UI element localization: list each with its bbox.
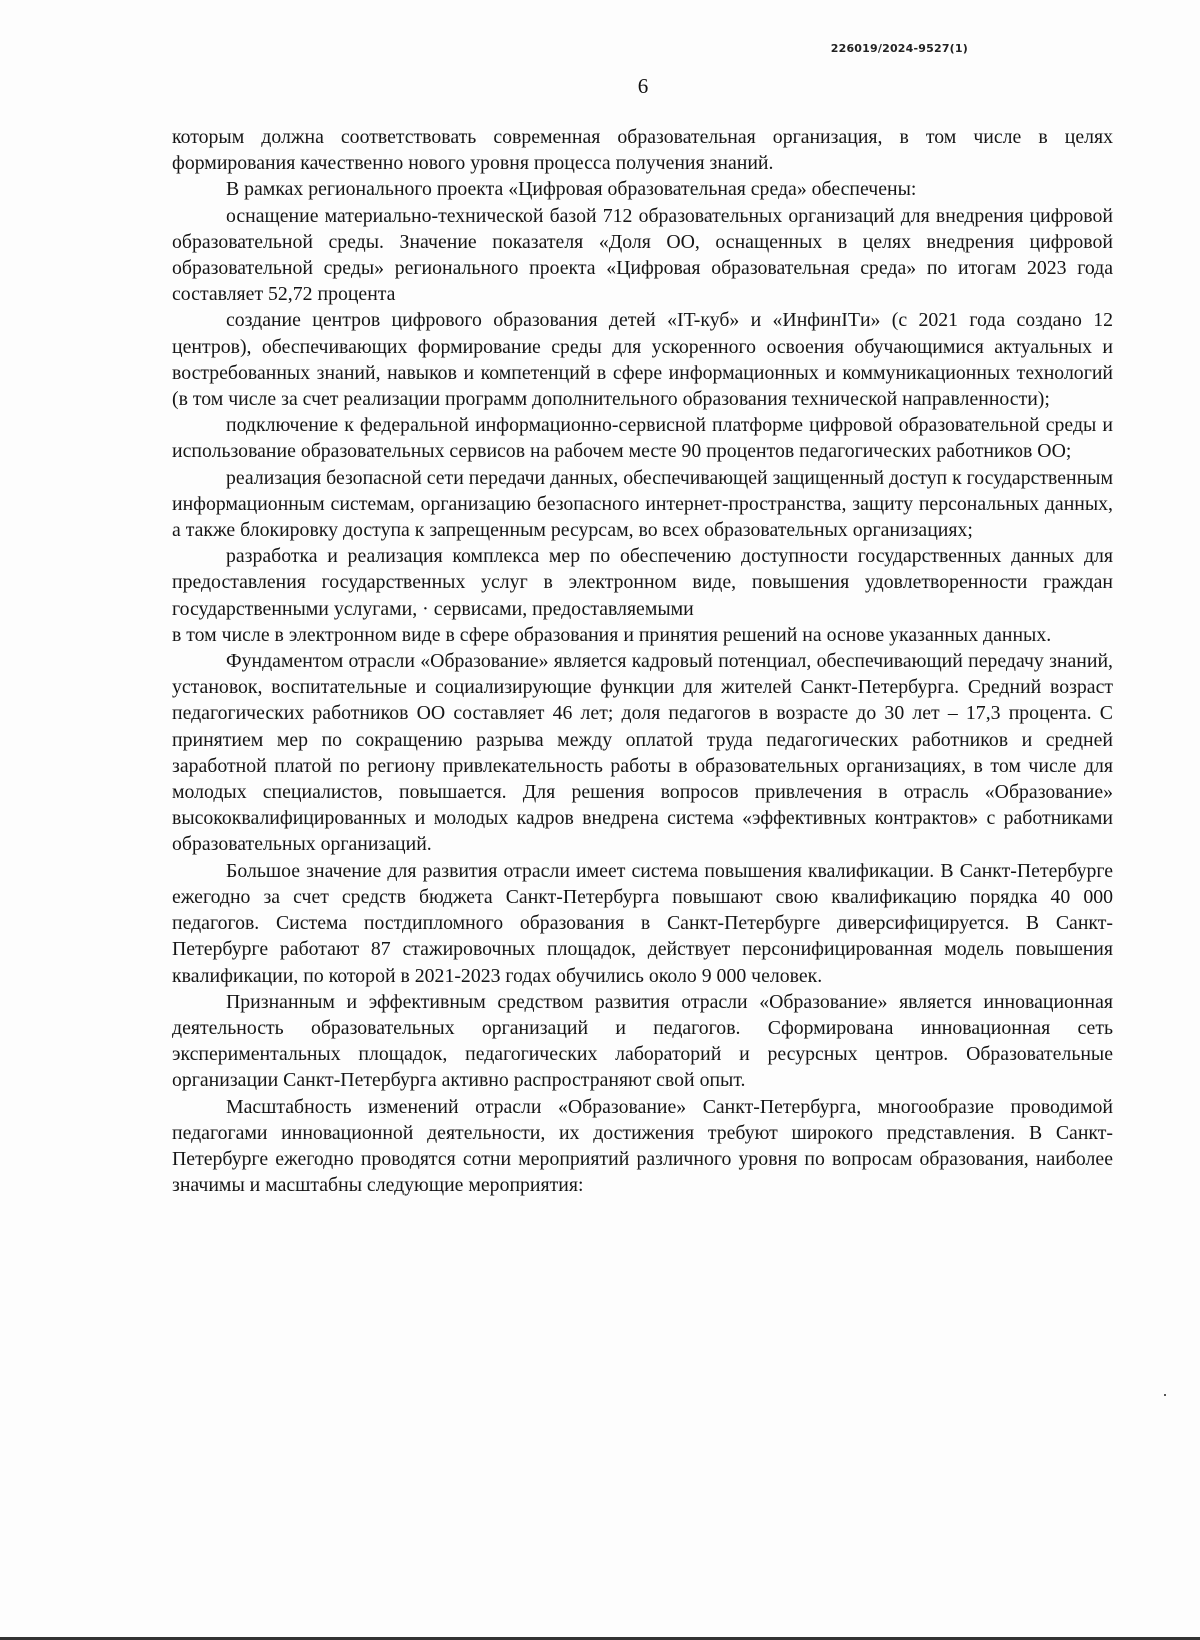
scan-speck — [1164, 1394, 1166, 1396]
document-body — [172, 124, 1113, 1198]
paragraph-platform-connection: подключение к федеральной информационно-сервисной платформе цифровой образовательной среды и использование образовательных сервисов на рабочем месте 90 процентов педагогических работников ОО; — [172, 414, 1113, 463]
paragraph-secure-network: реализация безопасной сети передачи данных, обеспечивающей защищенный доступ к государственным информационным системам, организацию безопасного интернет-пространства, защиту персональных данных, а также блокировку доступа к запрещенным ресурсам, во всех образовательных организациях; — [172, 466, 1113, 542]
paragraph-project-intro: В рамках регионального проекта «Цифровая образовательная среда» обеспечены: — [226, 178, 917, 201]
paragraph-continuation: которым должна соответствовать современная образовательная организация, в том числе в целях формирования качественно нового уровня процесса получения знаний. — [172, 126, 1113, 175]
paragraph-events: Масштабность изменений отрасли «Образование» Санкт-Петербурга, многообразие проводимой педагогами инновационной деятельности, их достижения требуют широкого представления. В Санкт-Петербурге ежегодно проводятся сотни мероприятий различного уровня по вопросам образования, наиболее значимы и масштабны следующие мероприятия: — [172, 1095, 1113, 1197]
paragraph-data-access-continued: в том числе в электронном виде в сфере образования и принятия решений на основе указанных данных. — [172, 623, 1052, 646]
page-number: 6 — [637, 74, 649, 98]
document-id: 226019/2024-9527(1) — [830, 42, 968, 55]
paragraph-equipment: оснащение материально-технической базой 712 образовательных организаций для внедрения цифровой образовательной среды. Значение показателя «Доля ОО, оснащенных в целях внедрения цифровой образовательной среды» регионального проекта «Цифровая образовательная среда» по итогам 2023 года составляет 52,72 процента — [172, 204, 1113, 306]
paragraph-it-centers: создание центров цифрового образования детей «IT-куб» и «ИнфинITи» (с 2021 года создано 12 центров), обеспечивающих формирование среды для ускоренного освоения обучающимися актуальных и востребованных знаний, навыков и компетенций в сфере информационных и коммуникационных технологий (в том числе за счет реализации программ дополнительного образования технической направленности); — [172, 309, 1113, 411]
paragraph-staff: Фундаментом отрасли «Образование» является кадровый потенциал, обеспечивающий передачу знаний, установок, воспитательные и социализирующие функции для жителей Санкт-Петербурга. Средний возраст педагогических работников ОО составляет 46 лет; доля педагогов в возрасте до 30 лет – 17,3 процента. С принятием мер по сокращению разрыва между оплатой труда педагогических работников и средней заработной платой по региону привлекательность работы в образовательных организациях, в том числе для молодых специалистов, повышается. Для решения вопросов привлечения в отрасль «Образование» высококвалифицированных и молодых кадров внедрена система «эффективных контрактов» с работниками образовательных организаций. — [172, 650, 1113, 856]
paragraph-qualification: Большое значение для развития отрасли имеет система повышения квалификации. В Санкт-Петербурге ежегодно за счет средств бюджета Санкт-Петербурга повышают свою квалификацию порядка 40 000 педагогов. Система постдипломного образования в Санкт-Петербурге диверсифицируется. В Санкт-Петербурге работают 87 стажировочных площадок, действует персонифицированная модель повышения квалификации, по которой в 2021-2023 годах обучились около 9 000 человек. — [172, 859, 1113, 987]
paragraph-data-access: разработка и реализация комплекса мер по обеспечению доступности государственных данных для предоставления государственных услуг в электронном виде, повышения удовлетворенности граждан государственными услугами, · сервисами, предоставляемыми — [172, 545, 1113, 620]
paragraph-innovation: Признанным и эффективным средством развития отрасли «Образование» является инновационная деятельность образовательных организаций и педагогов. Сформирована инновационная сеть экспериментальных площадок, педагогических лабораторий и ресурсных центров. Образовательные организации Санкт-Петербурга активно распространяют свой опыт. — [172, 990, 1113, 1092]
